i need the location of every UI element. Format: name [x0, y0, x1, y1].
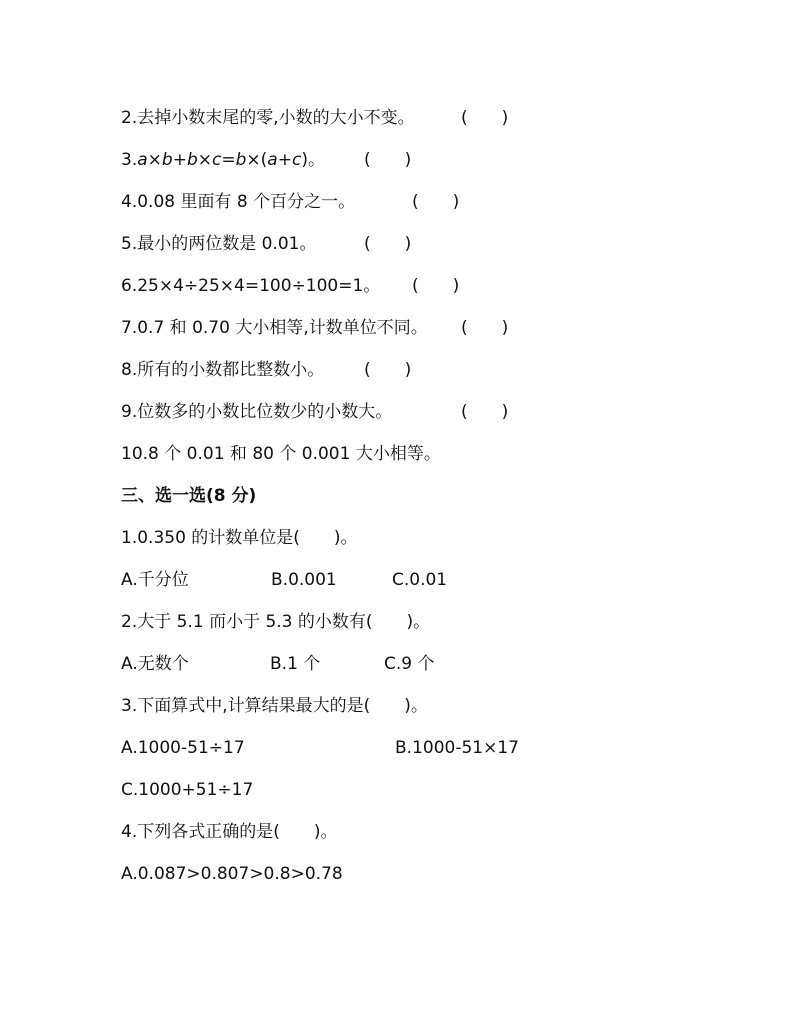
answer-paren-9[interactable]: ( ) — [461, 402, 509, 422]
q3-times2: × — [197, 150, 212, 170]
q3-times3: ×( — [246, 150, 268, 170]
answer-paren-8[interactable]: ( ) — [364, 360, 412, 380]
answer-paren-3[interactable]: ( ) — [364, 150, 412, 170]
answer-paren-5[interactable]: ( ) — [364, 234, 412, 254]
choice-2-option-b[interactable]: B.1 个 — [270, 654, 321, 674]
question-4: 4.0.08 里面有 8 个百分之一。 — [121, 192, 356, 212]
answer-paren-2[interactable]: ( ) — [461, 108, 509, 128]
choice-question-4: 4.下列各式正确的是( )。 — [121, 822, 338, 842]
question-10: 10.8 个 0.01 和 80 个 0.001 大小相等。 — [121, 444, 441, 464]
q3-a: a — [137, 150, 148, 170]
question-5: 5.最小的两位数是 0.01。 — [121, 234, 317, 254]
answer-paren-6[interactable]: ( ) — [412, 276, 460, 296]
q3-plus: + — [172, 150, 187, 170]
choice-question-2: 2.大于 5.1 而小于 5.3 的小数有( )。 — [121, 612, 431, 632]
answer-paren-4[interactable]: ( ) — [412, 192, 460, 212]
choice-2-option-a[interactable]: A.无数个 — [121, 654, 189, 674]
choice-3-option-b[interactable]: B.1000-51×17 — [395, 738, 519, 758]
q3-b3: b — [235, 150, 247, 170]
question-9: 9.位数多的小数比位数少的小数大。 — [121, 402, 393, 422]
choice-1-option-a[interactable]: A.千分位 — [121, 570, 189, 590]
choice-2-option-c[interactable]: C.9 个 — [384, 654, 435, 674]
section-title: 三、选一选(8 分) — [121, 486, 257, 506]
choice-question-1: 1.0.350 的计数单位是( )。 — [121, 528, 358, 548]
q3-a2: a — [267, 150, 278, 170]
q3-times1: × — [147, 150, 162, 170]
question-7: 7.0.7 和 0.70 大小相等,计数单位不同。 — [121, 318, 428, 338]
choice-1-option-c[interactable]: C.0.01 — [392, 570, 448, 590]
q3-c2: c — [291, 150, 302, 170]
choice-1-option-b[interactable]: B.0.001 — [271, 570, 337, 590]
q3-plus2: + — [277, 150, 292, 170]
choice-3-option-a[interactable]: A.1000-51÷17 — [121, 738, 245, 758]
choice-4-option-a[interactable]: A.0.087>0.807>0.8>0.78 — [121, 864, 343, 884]
q3-end: )。 — [301, 150, 325, 170]
question-2: 2.去掉小数末尾的零,小数的大小不变。 — [121, 108, 415, 128]
q3-c: c — [212, 150, 222, 170]
q3-eq: = — [221, 150, 236, 170]
question-3 — [121, 149, 325, 171]
choice-3-option-c[interactable]: C.1000+51÷17 — [121, 780, 254, 800]
answer-paren-7[interactable]: ( ) — [461, 318, 509, 338]
question-8: 8.所有的小数都比整数小。 — [121, 360, 325, 380]
question-6: 6.25×4÷25×4=100÷100=1。 — [121, 276, 381, 296]
q3-b: b — [161, 150, 173, 170]
q3-num: 3. — [121, 150, 138, 170]
q3-b2: b — [186, 150, 198, 170]
choice-question-3: 3.下面算式中,计算结果最大的是( )。 — [121, 696, 428, 716]
